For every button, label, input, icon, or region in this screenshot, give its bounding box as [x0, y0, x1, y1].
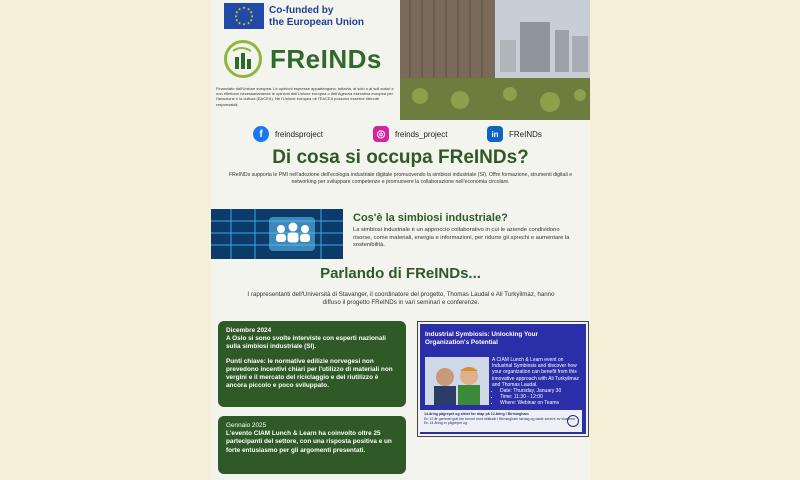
svg-text:★: ★	[250, 13, 254, 19]
card-text: L'evento CIAM Lunch & Learn ha coinvolto oltre 25 partecipanti del settore, con una risposta positiva e un forte entusiasmo per gli argomenti presentati.	[226, 430, 392, 454]
eu-flag-icon	[224, 3, 264, 29]
poster-title: Industrial Symbiosis: Unlocking Your Organization's Potential	[425, 331, 539, 346]
card-extra: Punti chiave: le normative edilizie norvegesi non prevedono incentivi chiari per l'utilizzo di materiali non vergini e il mercato del riciclaggio e del riutilizzo è ancora piccolo e poco sviluppato.	[226, 357, 393, 390]
svg-text:★: ★	[246, 20, 251, 26]
svg-text:★: ★	[234, 13, 238, 19]
poster-location: • Where: Webinar on Teams	[500, 400, 582, 406]
eu-disclaimer: Finanziato dall'Unione europea. Le opinioni espresse appartengono, tuttavia, al solo o ai soli autori e non riflettono necessariamente le opinioni dell'Unione europea o dell'Agenzia esecutiva europea per l'istruzione e la cultura (EACEA). Né l'Unione europea né l'EACEA possono esserne ritenute responsabili.	[216, 86, 394, 107]
symbiosis-text: La simbiosi industriale è un approccio collaborativo in cui le aziende condividono risorse, come materiali, energia e informazioni, per ridurre gli sprechi e aumentare la sostenibilità.	[353, 227, 570, 248]
intro-text: FReINDs supporta le PMI nell'adozione dell'ecologia industriale digitale promuovendo la simbiosi industriale (SI). Offre formazione, strumenti digitali e networking per sviluppare competenze e promuovere la collaborazione nell'economia circolare.	[228, 172, 573, 185]
poster-description: A CIAM Lunch & Learn event on Industrial Symbiosis and discover how your organization can benefit from this innovative approach with Ali Turkyilmaz and Thomas Laudal.	[492, 357, 579, 388]
facebook-handle[interactable]: freindsproject	[275, 129, 324, 139]
facebook-icon: f	[253, 126, 269, 142]
ticker-text: En 12 år gammel gutt ble funnet med stikksår i Birmingham lørdag og døde senere av skadene. En 14-åring er pågrepet og	[424, 416, 577, 426]
svg-text:★: ★	[249, 17, 253, 23]
card-text: A Oslo si sono svolte interviste con esperti nazionali sulla simbiosi industriale (SI).	[226, 335, 386, 351]
svg-text:★: ★	[242, 21, 246, 27]
network-people-image	[211, 209, 343, 259]
event-poster	[418, 322, 588, 436]
svg-text:★: ★	[249, 9, 253, 15]
eu-line-2: the European Union	[269, 17, 364, 28]
instagram-icon: ◎	[373, 126, 389, 142]
eu-line-1: Co-funded by	[269, 5, 334, 16]
social-instagram[interactable]	[373, 124, 447, 144]
poster-news-ticker	[420, 410, 582, 432]
poster-date: • Date: Thursday, January 30	[500, 388, 582, 394]
brand-name: FReINDs	[270, 44, 382, 74]
svg-text:★: ★	[235, 9, 239, 15]
card-date: Gennaio 2025	[226, 422, 267, 429]
logo-factory-icon	[224, 40, 262, 78]
parlando-text: I rappresentanti dell'Università di Stavanger, il coordinatore del progetto, Thomas Laudal e Ali Turkyilmaz, hanno diffuso il progetto FReINDs in vari seminari e conferenze.	[247, 291, 555, 306]
parlando-heading: Parlando di FReINDs...	[320, 265, 481, 282]
green-roof-photo	[400, 0, 590, 120]
card-date: Dicembre 2024	[226, 327, 272, 334]
event-card-december	[218, 321, 406, 407]
poster-body	[492, 357, 582, 407]
svg-text:★: ★	[237, 20, 242, 26]
symbiosis-heading: Cos'è la simbiosi industriale?	[353, 212, 508, 224]
social-linkedin[interactable]	[487, 124, 542, 144]
ticker-headline: 14-åring pågrepet og siktet for drap på 12-åring i Birmingham	[424, 412, 529, 416]
eu-cofunded-label	[269, 5, 364, 29]
freinds-logo	[224, 40, 404, 82]
svg-text:★: ★	[237, 6, 242, 12]
instagram-handle[interactable]: freinds_project	[395, 129, 448, 139]
linkedin-icon: in	[487, 126, 503, 142]
intro-heading: Di cosa si occupa FReINDs?	[272, 147, 529, 168]
svg-text:★: ★	[242, 5, 246, 10]
svg-text:★: ★	[246, 6, 251, 12]
social-facebook[interactable]	[253, 124, 323, 144]
speakers-photo	[425, 357, 489, 405]
poster-time: • Time: 11:30 - 12:00	[500, 394, 582, 400]
linkedin-handle[interactable]: FReINDs	[509, 129, 542, 139]
event-card-january	[218, 416, 406, 474]
svg-text:★: ★	[235, 17, 239, 23]
university-logo-icon	[567, 415, 579, 427]
newsletter-page	[211, 0, 590, 480]
